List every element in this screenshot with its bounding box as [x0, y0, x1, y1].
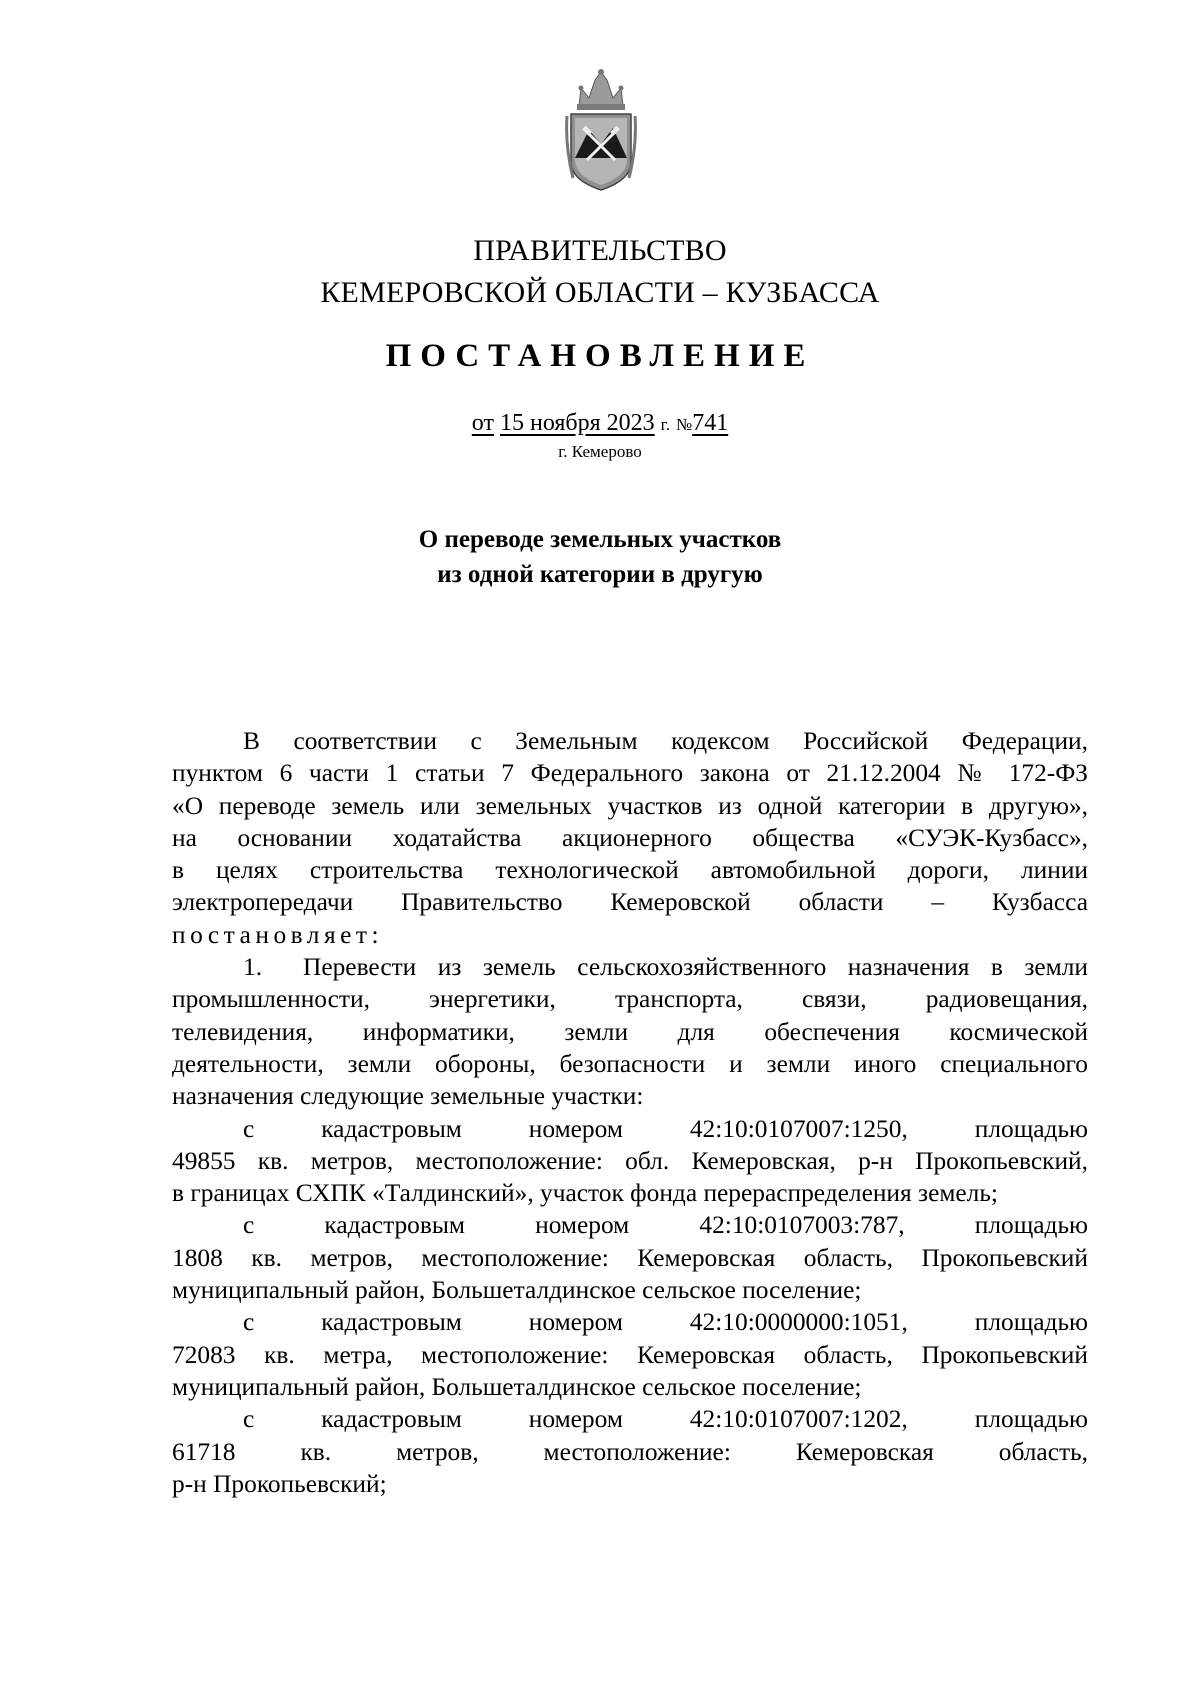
body-line: пунктом 6 части 1 статьи 7 Федерального закона от 21.12.2004 № 172-ФЗ	[172, 759, 1088, 788]
body-line: в целях строительства технологической автомобильной дороги, линии	[172, 856, 1088, 885]
body-line: р-н Прокопьевский;	[172, 1469, 387, 1498]
body-line: на основании ходатайства акционерного общества «СУЭК-Кузбасс»,	[172, 823, 1088, 852]
list-item-number: 1.	[243, 953, 263, 982]
list-item-1	[172, 951, 1088, 983]
document-body	[172, 725, 1088, 1500]
parcel-line: с кадастровым номером 42:10:0107003:787, площадью	[243, 1211, 1088, 1240]
date-prefix: от	[471, 410, 494, 436]
subject-line2: из одной категории в другую	[437, 561, 763, 588]
parcel-line: с кадастровым номером 42:10:0000000:1051, площадью	[243, 1308, 1088, 1337]
body-line: муниципальный район, Большеталдинское сельское поселение;	[172, 1372, 862, 1401]
body-line: муниципальный район, Большеталдинское сельское поселение;	[172, 1276, 862, 1305]
document-date: 15 ноября 2023	[499, 410, 655, 436]
number-sign: №	[675, 415, 693, 434]
body-line: деятельности, земли обороны, безопасности и земли иного специального	[172, 1049, 1088, 1078]
year-suffix: г.	[660, 415, 670, 434]
body-line: 1808 кв. метров, местоположение: Кемеровская область, Прокопьевский	[172, 1243, 1088, 1272]
body-line: телевидения, информатики, земли для обеспечения космической	[172, 1017, 1088, 1046]
organization-name-line1: ПРАВИТЕЛЬСТВО	[473, 234, 727, 267]
body-line: В соответствии с Земельным кодексом Российской Федерации,	[243, 727, 1088, 755]
organization-name-line2: КЕМЕРОВСКОЙ ОБЛАСТИ – КУЗБАССА	[320, 276, 880, 309]
body-line: промышленности, энергетики, транспорта, связи, радиовещания,	[172, 985, 1088, 1014]
body-line: «О переводе земель или земельных участков из одной категории в другую»,	[172, 791, 1088, 820]
body-line: 49855 кв. метров, местоположение: обл. Кемеровская, р-н Прокопьевский,	[172, 1146, 1088, 1175]
body-line: электропередачи Правительство Кемеровской области – Кузбасса	[172, 888, 1088, 917]
kuzbass-coat-of-arms-icon	[565, 66, 637, 192]
body-line: назначения следующие земельные участки:	[172, 1082, 644, 1111]
body-line: 72083 кв. метра, местоположение: Кемеровская область, Прокопьевский	[172, 1340, 1088, 1369]
body-line: Перевести из земель сельскохозяйственного назначения в земли	[303, 953, 1088, 982]
document-number: 741	[692, 410, 729, 436]
subject-line1: О переводе земельных участков	[418, 526, 782, 553]
parcel-line: с кадастровым номером 42:10:0107007:1250, площадью	[243, 1114, 1088, 1143]
parcel-line: с кадастровым номером 42:10:0107007:1202, площадью	[243, 1405, 1088, 1434]
city-name: г. Кемерово	[558, 442, 642, 461]
body-line-ruling-word: постановляет:	[172, 920, 384, 949]
document-type-title: ПОСТАНОВЛЕНИЕ	[385, 338, 815, 374]
document-date-line	[0, 410, 1200, 437]
body-line: 61718 кв. метров, местоположение: Кемеровская область,	[172, 1437, 1088, 1466]
body-line: в границах СХПК «Талдинский», участок фонда перераспределения земель;	[172, 1179, 998, 1208]
